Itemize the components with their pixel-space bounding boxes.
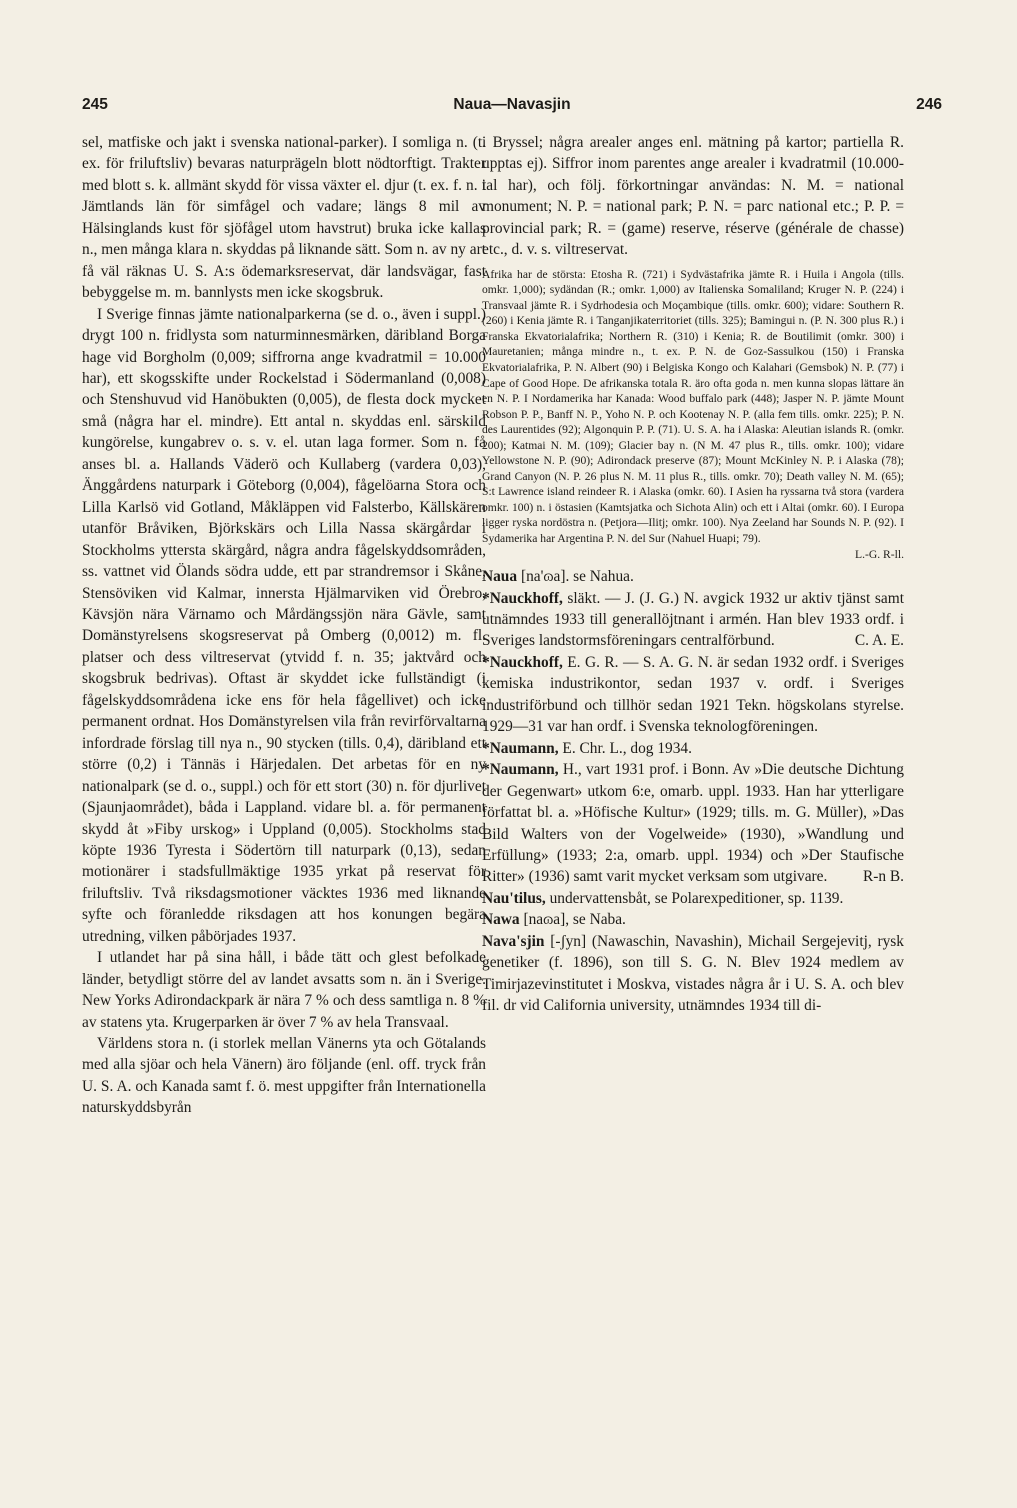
page-number-right: 246 (916, 96, 942, 113)
entry-headword: *Naumann, (482, 761, 559, 779)
dictionary-entry (482, 909, 904, 930)
entry-headword: *Nauckhoff, (482, 653, 563, 671)
entry-headword: *Naumann, (482, 739, 559, 757)
paragraph: I Sverige finnas jämte nationalparkerna (se d. o., även i suppl.) drygt 100 n. fridlysta som naturminnesmärken, däribland Borga hage vid Borgholm (0,009; siffrorna ange kvadratmil = 10.000 har), ett skogsskifte under Rockelstad i Södermanland (0,008) och Stenshuvud vid Hanöbukten (0,005), de flesta dock mycket små (några har el. mindre). Ett antal n. skyddas enl. särskild kungörelse, kungabrev o. s. v. el. utan laga former. Som n. få anses bl. a. Hallands Väderö och Kullaberg (vardera 0,03), Änggårdens naturpark i Göteborg (0,004), fågelöarna Stora och Lilla Karlsö vid Gotland, Måkläppen vid Falsterbo, Källskären utanför Bråviken, Björkskärs och Lilla Nassa skärgårdar i Stockholms yttersta skärgård, några andra fågelskyddsområden, ss. vattnet vid Ölands södra udde, ett par strandremsor i Skåne, Stensöviken vid Kalmar, innersta Hjälmarviken vid Örebro, Kävsjön nära Värnamo och Mårdängssjön nära Gävle, samt Domänstyrelsens skogsreservat på Omberg (0,0012) m. fl. platser och dess viltreservat (ytvidd f. n. 35; jaktvård och skogsbruk bedrivas). Oftast är skyddet icke fullständigt (i fågelskyddsområdena icke ens för hela fågellivet) och icke permanent ordnat. Hos Domänstyrelsen vila från revirförvaltarna infordrade förslag till nya n., 90 stycken (tills. 0,4), däribland ett större (0,2) i Tännäs i Härjedalen. Det arbetas för en ny nationalpark (se d. o., suppl.) och för ett stort (30) n. för djurlivet (Sjaunjaområdet), båda i Lappland. vidare bl. a. för permanent skydd åt »Fiby urskog» i Uppland (0,005). Stockholms stad köpte 1936 Tyresta i Södertörn till naturpark (0,13), sedan motionärer i stadsfullmäktige 1935 yrkat på reservat för friluftsliv. Två riksdagsmotioner väcktes 1936 med liknande syfte och föranledde riksdagen att hos konungen begära utredning, vilken påbörjades 1937. (82, 305, 486, 945)
small-print-paragraph (482, 267, 904, 562)
page-number-left: 245 (82, 96, 108, 113)
small-print-text: Afrika har de största: Etosha R. (721) i Sydvästafrika jämte R. i Huila i Angola (tills. omkr. 1,000); sydändan (R.; omkr. 1,000) av Italienska Somaliland; Kruger N. P. (224) i Transvaal jämte R. i Sydrhodesia och Moçambique (tills. omkr. 600); vidare: Southern R. (260) i Kenia jämte R. i Tanganjikaterritoriet (tills. 325); Bamingui n. (P. N. 300 plus R.) i Franska Ekvatorialafrika; Northern R. (310) i Kenia; R. de Boutilimit (omkr. 300) i Mauretanien; många mindre n., t. ex. P. N. de Goz-Sassulkou (150) i Franska Ekvatorialafrika, P. N. Albert (90) i Belgiska Kongo och Kalahari (Gemsbok) N. P. (77) i Cape of Good Hope. De afrikanska totala R. äro ofta goda n. men kunna slopas lättare än en N. P. I Nordamerika har Kanada: Wood buffalo park (448); Jasper N. P. jämte Mount Robson P. P., Banff N. P., Yoho N. P. och Kootenay N. P. (alla fem tills. omkr. 225); P. N. des Laurentides (92); Algonquin P. P. (71). U. S. A. ha i Alaska: Aleutian islands R. (omkr. 200); Katmai N. M. (109); Glacier bay n. (N M. 47 plus R., tills. omkr. 100); vidare Yellowstone N. P. (90); Adirondack preserve (87); Mount McKinley N. P. i Alaska (78); Grand Canyon (N. P. 26 plus N. M. 11 plus R., tills. omkr. 70); Death valley N. M. (65); S:t Lawrence island reindeer R. i Alaska (omkr. 60). I Asien ha ryssarna två stora (vardera omkr. 100) n. i östasien (Kamtsjatka och Sichota Alin) och ett i Altai (omkr. 60). I Europa ligger ryska nordöstra n. (Petjora—Ilitj; omkr. 100). Nya Zeeland har Sounds N. P. (92). I Sydamerika har Argentina P. N. del Sur (Nahuel Huapi; 79). (482, 267, 904, 546)
paragraph: Världens stora n. (i storlek mellan Vänerns yta och Götalands med alla sjöar och hela Vänern) äro följande (enl. off. tryck från U. S. A. och Kanada samt f. ö. mest uppgifter från Internationella naturskyddsbyrån (82, 1035, 486, 1117)
entry-text: släkt. — J. (J. G.) N. avgick 1932 ur aktiv tjänst samt utnämndes 1933 till generallöjtnant i armén. Han blev 1933 ordf. i Sveriges landstormsföreningars centralförbund. (482, 589, 904, 650)
left-column (82, 132, 486, 1119)
right-column (482, 132, 904, 1017)
dictionary-entry (482, 652, 904, 738)
author-signature: R-n B. (862, 868, 904, 886)
dictionary-entry (482, 588, 904, 652)
dictionary-entry (482, 738, 904, 759)
paragraph: sel, matfiske och jakt i svenska national-parker). I somliga n. (t. ex. för friluftsliv) bevaras naturprägeln blott nödtorftigt. Trakter med blott s. k. allmänt skydd för vissa växter el. djur (t. ex. f. n. i Jämtlands län för simfågel och vadare; längs 8 mil av Hälsinglands kust för sjöfågel utom havstrut) bruka icke kallas n., men många klara n. skyddas på liknande sätt. Som n. av ny art få väl räknas U. S. A:s ödemarksreservat, där landsvägar, fast bebyggelse m. m. bannlysts men icke skogsbruk. (82, 134, 486, 302)
entry-text: E. G. R. — S. A. G. N. är sedan 1932 ordf. i Sveriges kemiska industrikontor, sedan 1937 v. ordf. i Sveriges industriförbund och tillhör sedan 1921 Tekn. högskolans styrelse. 1929—31 var han ordf. i Svenska teknologföreningen. (482, 653, 904, 736)
entry-text: [-ʃyn] (Nawaschin, Navashin), Michail Sergejevitj, rysk genetiker (f. 1896), son till S. G. N. Blev 1924 medlem av Timirjazevinstitutet i Moskva, vistades några år i U. S. A. och blev fil. dr vid California university, utnämndes 1934 till di- (482, 932, 904, 1015)
entry-headword: *Nauckhoff, (482, 589, 563, 607)
author-signature: L.-G. R-ll. (855, 547, 904, 561)
entry-headword: Nawa (482, 911, 520, 929)
entry-text: E. Chr. L., dog 1934. (562, 739, 692, 757)
entry-text: [naɷa], se Naba. (523, 911, 626, 929)
dictionary-entry (482, 931, 904, 1017)
paragraph: i Bryssel; några arealer anges enl. mätning på kartor; partiella R. upptas ej). Siffror inom parentes ange arealer i kvadratmil (10.000-tal har), och följ. förkortningar användas: N. M. = national monument; N. P. = national park; P. N. = parc national etc.; P. P. = provincial park; R. = (game) reserve, réserve (générale de chasse) etc., d. v. s. viltreservat. (482, 134, 904, 259)
dictionary-entry (482, 566, 904, 587)
dictionary-entry (482, 888, 904, 909)
running-title: Naua—Navasjin (453, 96, 571, 113)
entry-text: undervattensbåt, se Polarexpeditioner, sp. 1139. (549, 889, 844, 907)
author-signature: C. A. E. (854, 632, 904, 650)
entry-headword: Nava'sjin (482, 932, 545, 950)
page-header (82, 96, 942, 118)
entry-headword: Nau'tilus, (482, 889, 546, 907)
entry-headword: Naua (482, 568, 518, 586)
entry-text: H., vart 1931 prof. i Bonn. Av »Die deutsche Dichtung der Gegenwart» utkom 6:e, omarb. uppl. 1933. Han har ytterligare författat bl. a. »Höfische Kultur» (1929; tills. m. G. Müller), »Das Bild Walters von der Vogelweide» (1930), »Wandlung und Erfüllung» (1933; 2:a, omarb. uppl. 1934) och »Der Staufische Ritter» (1936) samt varit mycket verksam som utgivare. (482, 761, 904, 886)
entry-text: [na'ɷa]. se Nahua. (520, 568, 634, 586)
dictionary-entry (482, 759, 904, 888)
paragraph: I utlandet har på sina håll, i både tätt och glest befolkade länder, betydligt större del av landet avsatts som n. än i Sverige. New Yorks Adirondackpark är nära 7 % och dess samtliga n. 8 % av statens yta. Krugerparken är över 7 % av hela Transvaal. (82, 949, 486, 1031)
